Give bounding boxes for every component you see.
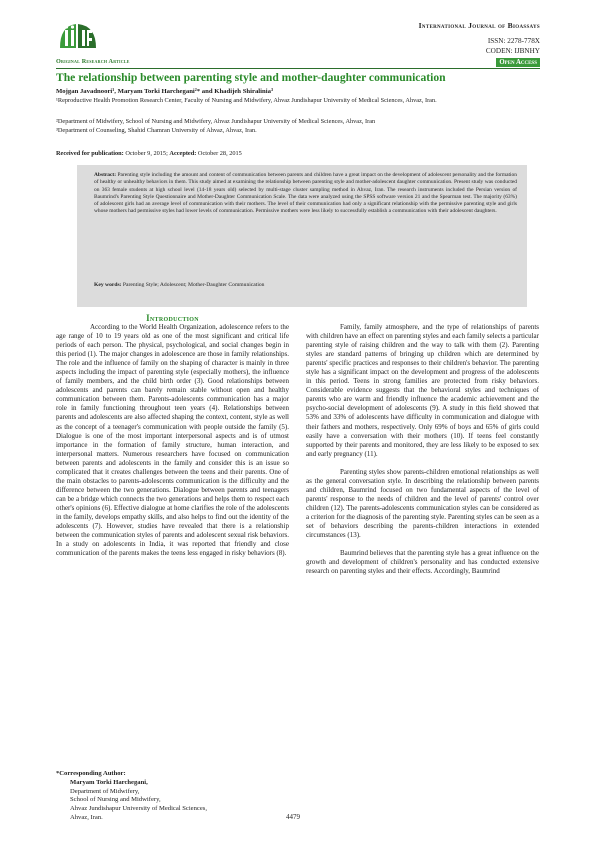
article-type-label: Original Research Article xyxy=(56,58,130,65)
corresponding-author-title: *Corresponding Author: xyxy=(56,770,126,777)
article-title: The relationship between parenting style and mother-daughter communication xyxy=(56,71,446,84)
corresponding-author-line: Ahvaz, Iran. xyxy=(70,813,103,821)
affiliation-1: ¹Reproductive Health Promotion Research Center, Faculty of Nursing and Midwifery, Ahvaz Jundishapur University of Medical Sciences, Ahvaz, Iran. xyxy=(56,97,437,104)
abstract-label: Abstract: xyxy=(94,172,117,178)
body-column-right xyxy=(306,323,539,576)
issn: ISSN: 2278-778X xyxy=(487,37,540,45)
affiliation-2: ²Department of Midwifery, School of Nursing and Midwifery, Ahvaz Jundishapur University of Medical Sciences, Ahvaz, Iran xyxy=(56,118,376,125)
accepted-label: Accepted: xyxy=(169,150,197,157)
header-divider xyxy=(56,68,540,69)
corresponding-author-name: Maryam Torki Harchegani, xyxy=(70,778,148,786)
affiliation-3: ³Department of Counseling, Shahid Chamran University of Ahvaz, Ahvaz, Iran. xyxy=(56,127,257,134)
paragraph: Parenting styles show parents-children emotional relationships as well as the general conversation style. In describing the relationship between parents and children, Baumrind focused on two fundamental aspects of the level of parents' response to the needs of children and the level of parents' control over children (12). The parents-adolescents communication styles can be considered as a criterion for the diagnosis of the parenting style. Parenting styles can be seen as a set of behaviors describing the parents-children interactions in extended circumstances (13). xyxy=(306,467,539,540)
keywords xyxy=(94,282,264,288)
paragraph: Baumrind believes that the parenting style has a great influence on the growth and development of children's personality and has conducted extensive research on parenting styles and their effects. Accordingly, Baumrind xyxy=(306,549,539,576)
page-number: 4479 xyxy=(286,813,300,821)
corresponding-author xyxy=(56,770,207,823)
coden: CODEN: IJBNHY xyxy=(485,47,540,55)
keywords-label: Key words: xyxy=(94,282,122,288)
keywords-text: Parenting Style; Adolescent; Mother-Daughter Communication xyxy=(122,282,265,288)
author-list: Mojgan Javadnoori¹, Maryam Torki Harchegani²* and Khadijeh Shiralinia³ xyxy=(56,88,273,95)
paragraph: Family, family atmosphere, and the type of relationships of parents with children have an effect on parenting styles and each family selects a particular parenting style of raising children and the way to talk with them (2). Parenting styles are standard patterns of bringing up children which are determined by parents' specific practices and responses to their children's behavior. The parenting style has a significant impact on the development and progress of the adolescents in this period. Teens in strong families are protected from risky behaviors. Considerable evidence suggests that the behavioral styles and techniques of parents who are warm and friendly influence the academic achievement and the psycho-social development of adolescents (9). A study in this field showed that 53% and 33% of adolescents have difficulty in communication and dialogue with their fathers and mothers, respectively. Only 69% of boys and 65% of girls could easily have a conversation with their mothers (10). If teens feel constantly supported by their parents and monitored, they are less likely to be exposed to sex and early pregnancy (11). xyxy=(306,323,539,458)
received-label: Received for publication: xyxy=(56,150,124,157)
publication-dates xyxy=(56,150,242,157)
body-column-left xyxy=(56,323,289,558)
accepted-date: October 28, 2015 xyxy=(197,150,242,157)
received-date: October 9, 2015; xyxy=(125,150,168,157)
abstract xyxy=(94,172,517,216)
corresponding-author-line: Ahvaz Jundishapur University of Medical Sciences, xyxy=(70,805,207,813)
corresponding-author-line: School of Nursing and Midwifery, xyxy=(70,796,161,804)
abstract-text: Parenting style including the amount and content of communication between parents and children have a great impact on the development of adolescent personality and the formation of healthy or unhealthy behaviors in them. This study aimed at examining the relationship between parenting style and mother-adolescent daughter communication. Present study was conducted on 363 female students at high school level (14-18 years old) selected by multi-stage cluster sampling method in Ahvaz, Iran. The research instruments included the Persian version of Baumrind's Parenting Style Questionnaire and Mother-Daughter Communication Scale. The data were analyzed using the SPSS software version 21 and the Spearman test. The majority (63%) of adolescent girls had an average level of communication with their mothers. The level of their communication had only a significant relationship with the permissive parenting style and girls whose mothers had permissive styles had lower levels of communication. Permissive mothers were less likely to successfully establish a communication with their adolescent daughters. xyxy=(94,172,517,215)
section-heading-introduction: Introduction xyxy=(146,313,199,323)
open-access-badge: Open Access xyxy=(496,58,540,67)
journal-logo-icon xyxy=(56,18,100,54)
journal-name: International Journal of Bioassays xyxy=(418,21,540,30)
paragraph: According to the World Health Organization, adolescence refers to the age range of 10 to 19 years old as one of the most significant and critical life periods of each person. The physical, psychological, and social changes begin in this period (1). The major changes in adolescence are those in family relationships. The role and the influence of family on the shaping of character is mainly in three aspects including the impact of parenting style (especially mothers), the influence of family members, and the child birth order (3). Good relationships between adolescents and parents can barely remain stable without open and healthy communication between them. Parents-adolescents communication has a major role in family functioning throughout teen years (4). Relationships between parents and adolescents are also affected shaping the context, content, style as well as the concept of a teenager's communication with people outside the family (5). Dialogue is one of the most important interpersonal aspects and is of utmost importance in the formation of family structure, human interaction, and interpersonal matters. Numerous researchers have focused on communication between parents and adolescents in the family and consider this is an issue so complicated that it creates challenges between the teens and their parents. One of the main obstacles to parents-adolescents communication is the difficulty and the difference between the two generations. Dialogue between parents and teenagers can be a bridge which connects the two generations and helps them to respect each other's opinions (6). Effective dialogue at home clarifies the role of the adolescents in the family, develops empathy skills, and also helps to find out the identity of the adolescents (7). However, studies have revealed that there is a relationship between the communication styles of parents and adolescent sexual risk behaviors. In a study on adolescents in India, it was reported that friendly and close communication of the parents makes the teens less engaged in risky behaviors (8). xyxy=(56,323,289,558)
corresponding-author-line: Department of Midwifery, xyxy=(70,787,140,795)
